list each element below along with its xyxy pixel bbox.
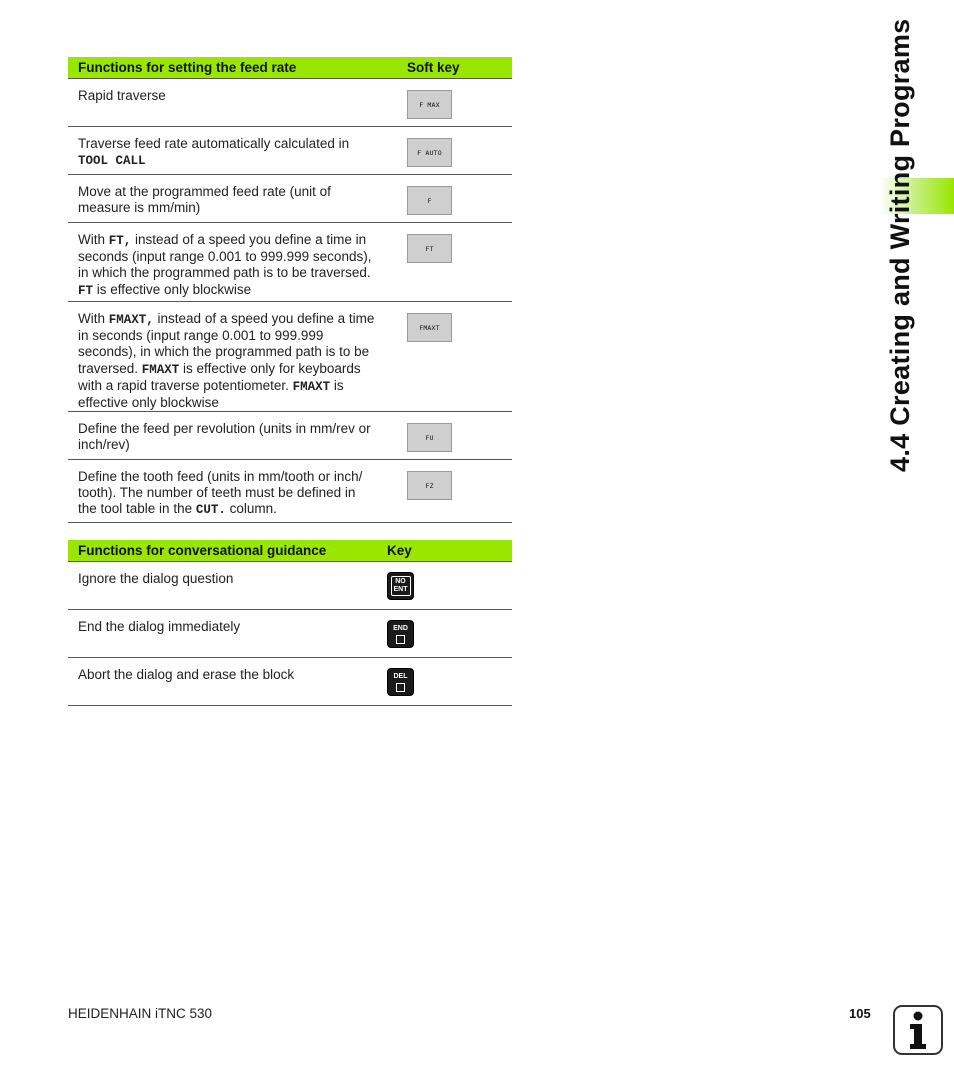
table-row	[68, 302, 512, 412]
text-run: Rapid traverse	[78, 88, 166, 103]
info-icon	[893, 1005, 943, 1055]
text-run: is effective only for keyboards	[179, 360, 361, 376]
text-run: instead of a speed you define a time in	[131, 232, 367, 247]
text-run: seconds), in which the programmed path is to be	[78, 344, 370, 360]
feed-function-description	[78, 88, 166, 104]
softkey-f-max[interactable]: F MAX	[407, 90, 452, 119]
key-square-icon	[396, 635, 405, 644]
text-run: is effective only blockwise	[93, 281, 252, 297]
key-label: END	[393, 624, 408, 632]
code-keyword: FMAXT	[141, 362, 180, 377]
text-run: With	[78, 232, 109, 247]
code-keyword: FMAXT	[292, 379, 331, 394]
text-run: column.	[225, 501, 277, 517]
softkey-fz[interactable]: FZ	[407, 471, 452, 500]
text-run: instead of a speed you define a time	[153, 311, 375, 326]
code-keyword: TOOL CALL	[78, 154, 146, 169]
feed-rate-header-function: Functions for setting the feed rate	[78, 60, 297, 75]
key-label-box	[391, 576, 411, 596]
guidance-function-description: Ignore the dialog question	[78, 571, 234, 586]
key-del[interactable]	[387, 668, 414, 696]
feed-function-description	[78, 421, 371, 453]
text-run: the tool table in the	[78, 501, 196, 517]
feed-function-description	[78, 311, 374, 411]
feed-function-description	[78, 136, 349, 169]
feed-function-description	[78, 184, 331, 216]
table-row	[68, 175, 512, 223]
text-run: Define the feed per revolution (units in mm/rev or	[78, 421, 371, 436]
text-run: Traverse feed rate automatically calculated in	[78, 136, 350, 151]
footer-product: HEIDENHAIN iTNC 530	[68, 1006, 213, 1021]
text-run: With	[78, 311, 109, 326]
table-row	[68, 223, 512, 302]
guidance-function-description: End the dialog immediately	[78, 619, 241, 634]
text-run: Define the tooth feed (units in mm/tooth or inch/	[78, 469, 363, 484]
softkey-fmaxt[interactable]: FMAXT	[407, 313, 452, 342]
key-label-top: NO	[395, 578, 406, 585]
feed-rate-header-softkey: Soft key	[407, 60, 460, 75]
text-run: with a rapid traverse potentiometer.	[78, 377, 293, 393]
guidance-table	[68, 540, 512, 706]
table-row	[68, 127, 512, 175]
table-row	[68, 658, 512, 706]
feed-function-description	[78, 469, 362, 519]
code-keyword: FT,	[108, 234, 132, 248]
feed-function-description	[78, 232, 371, 299]
text-run: traversed.	[78, 360, 142, 376]
guidance-header-key: Key	[387, 543, 412, 558]
guidance-function-description: Abort the dialog and erase the block	[78, 667, 295, 682]
text-run: measure is mm/min)	[78, 200, 201, 216]
guidance-table-header	[68, 540, 512, 561]
softkey-fu[interactable]: FU	[407, 423, 452, 452]
text-run: effective only blockwise	[78, 395, 219, 411]
feed-rate-table	[68, 57, 512, 523]
feed-rate-table-header	[68, 57, 512, 78]
guidance-header-function: Functions for conversational guidance	[78, 543, 327, 558]
table-row	[68, 412, 512, 460]
text-run: in which the programmed path is to be traversed.	[78, 265, 371, 281]
table-row	[68, 460, 512, 523]
code-keyword: FT	[78, 283, 94, 298]
code-keyword: CUT.	[195, 503, 226, 518]
key-end[interactable]	[387, 620, 414, 648]
key-no-ent[interactable]	[387, 572, 414, 600]
table-row	[68, 79, 512, 127]
softkey-ft[interactable]: FT	[407, 234, 452, 263]
text-run: in seconds (input range 0.001 to 999.999	[78, 328, 324, 344]
key-label: DEL	[393, 672, 408, 680]
table-row	[68, 562, 512, 610]
section-title: 4.4 Creating and Writing Programs	[885, 18, 915, 472]
key-label-bottom: ENT	[393, 586, 408, 593]
text-run: inch/rev)	[78, 437, 130, 453]
softkey-f-auto[interactable]: F AUTO	[407, 138, 452, 167]
text-run: seconds (input range 0.001 to 999.999 seconds),	[78, 249, 372, 265]
page-number: 105	[849, 1006, 871, 1021]
text-run: tooth). The number of teeth must be defined in	[78, 485, 356, 501]
text-run: is	[330, 377, 344, 393]
table-row	[68, 610, 512, 658]
code-keyword: FMAXT,	[108, 313, 154, 327]
key-square-icon	[396, 683, 405, 692]
softkey-f[interactable]: F	[407, 186, 452, 215]
text-run: Move at the programmed feed rate (unit of	[78, 184, 331, 199]
